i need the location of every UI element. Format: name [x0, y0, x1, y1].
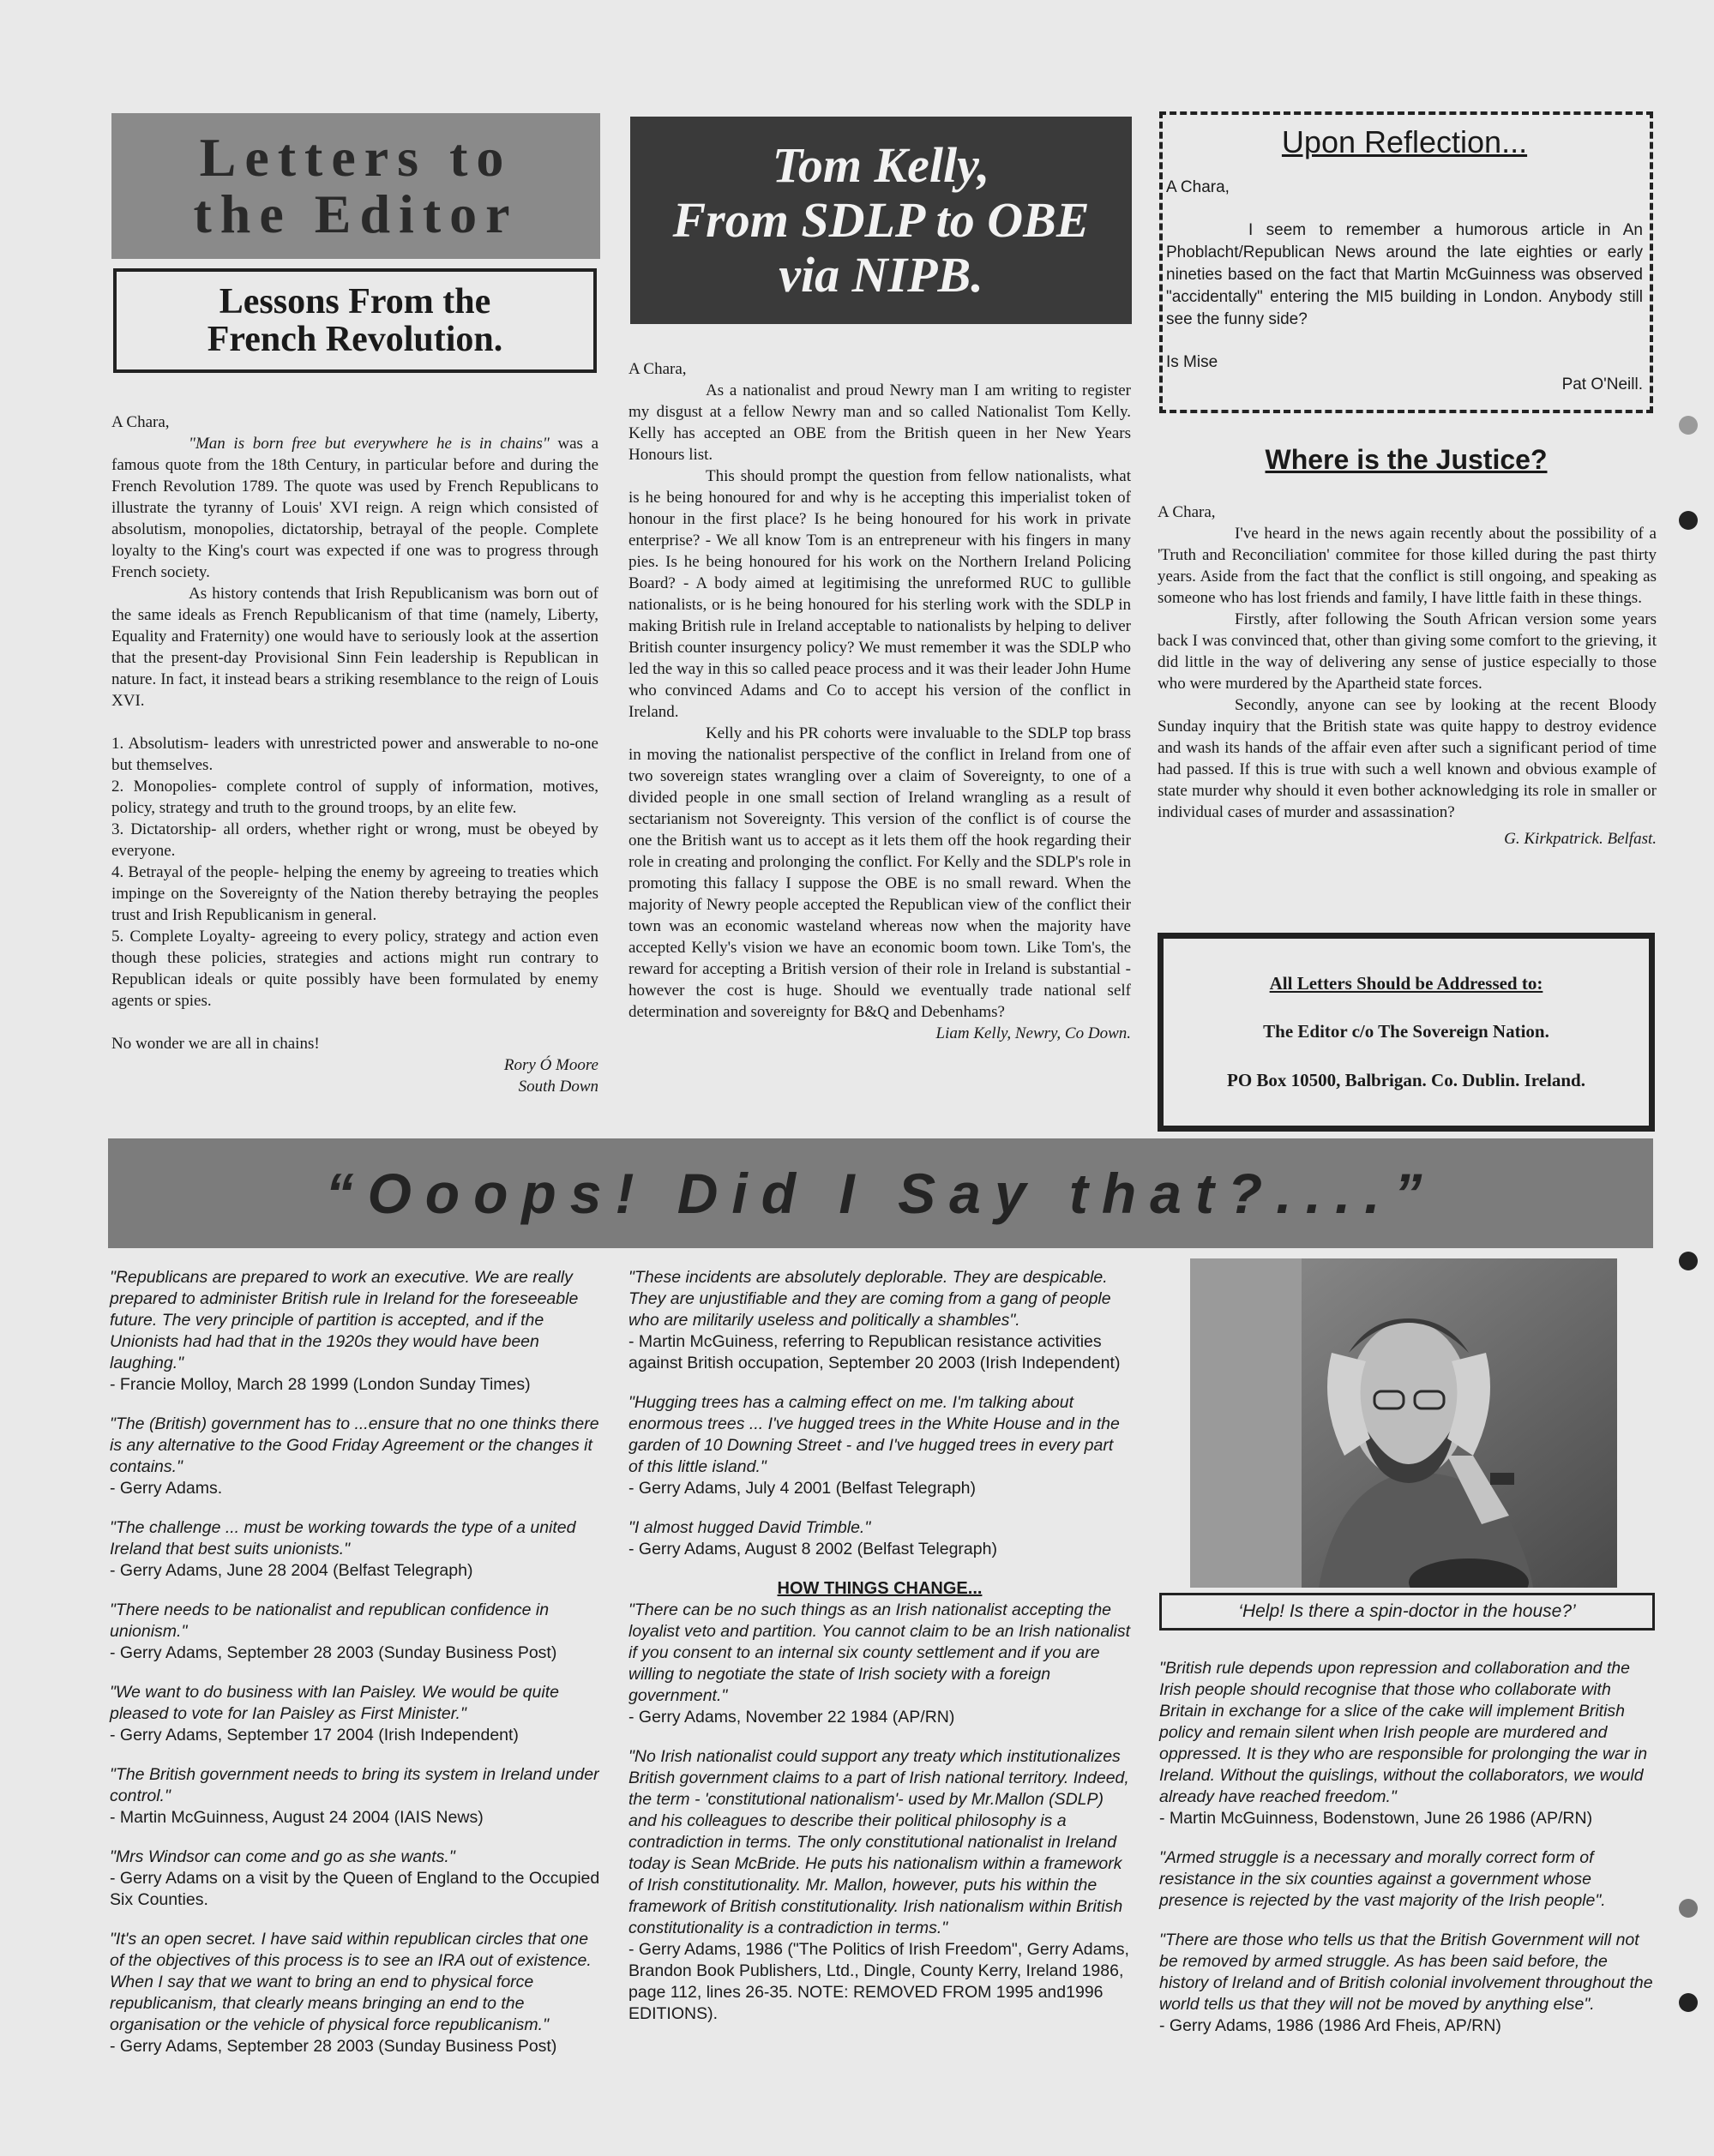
letter1-quote: "Man is born free but everywhere he is in chains"	[189, 435, 550, 453]
letter1-list-item: 2. Monopolies- complete control of supply of information, motives, policy, strategy and truth to the ground troops, by an elite few.	[111, 778, 598, 817]
letter4-para2: Firstly, after following the South African version some years back I was convinced that, other than giving some comfort to the grieving, it did little in the way of delivering any sense of justice especially to those who were murdered by the Apartheid state forces.	[1158, 610, 1657, 693]
quote-item	[628, 1517, 1131, 1560]
photo-caption: ‘Help! Is there a spin-doctor in the house?’	[1159, 1593, 1655, 1631]
quote-source: - Gerry Adams.	[110, 1479, 223, 1498]
letters-to-the-editor-header	[111, 113, 600, 259]
quote-source: - Gerry Adams on a visit by the Queen of England to the Occupied Six Counties.	[110, 1869, 600, 1909]
punch-hole	[1679, 1899, 1698, 1918]
quote-text: "The (British) government has to ...ensure that no one thinks there is any alternative to the Good Friday Agreement or the changes it contains."	[110, 1414, 599, 1476]
photo-illustration	[1190, 1258, 1617, 1588]
quote-text: "I almost hugged David Trimble."	[628, 1518, 871, 1537]
letter4-title: Where is the Justice?	[1265, 444, 1548, 475]
quote-source: - Martin McGuiness, referring to Republican resistance activities against British occupation, September 20 2003 (Irish Independent)	[628, 1332, 1121, 1372]
quote-text: "The British government needs to bring its system in Ireland under control."	[110, 1765, 599, 1805]
quote-item	[110, 1267, 600, 1396]
letter1-para1-text: was a famous quote from the 18th Century, in particular before and during the French Revolution 1789. The quote was used by French Republicans to illustrate the tyranny of Louis' XVI reign. A reign which consisted of absolutism, monopolies, dictatorship, betrayal of the people. Complete loyalty to the King's court was expected if one was to progress through French society.	[111, 435, 598, 581]
header-line-1: Letters to	[199, 127, 513, 188]
quote-source: - Gerry Adams, September 28 2003 (Sunday Business Post)	[110, 2037, 557, 2056]
letter1-title-line1: Lessons From the	[219, 282, 491, 321]
letter1-list-item: 4. Betrayal of the people- helping the enemy by agreeing to treaties which impinge on the Sovereignty of the Nation thereby betraying the peoples trust and Irish Republicanism in general.	[111, 863, 598, 924]
quote-source: - Gerry Adams, July 4 2001 (Belfast Telegraph)	[628, 1479, 976, 1498]
letter4-signature: G. Kirkpatrick. Belfast.	[1504, 830, 1657, 848]
quote-item	[628, 1600, 1131, 1728]
quotes-column-3	[1159, 1658, 1655, 2055]
letter2-para3: Kelly and his PR cohorts were invaluable to the SDLP top brass in moving the nationalist perspective of the conflict in Ireland from one of two sovereign states wrangling over a claim of Sovereignty, to one of a divided people in one small section of Ireland wrangling as a result of sectarianism not Sovereignty. This version of the conflict is of course the one the British want us to accept as it lets them off the hook regarding their role in creating and prolonging the conflict. For Kelly and the SDLP's role in promoting this fallacy I suppose the OBE is no small reward. When the majority of Newry people accepted the Republican view of the conflict their town was an economic wasteland whereas now when the majority have accepted Kelly's vision we have an economic boom town. Like Tom's, the reward for accepting a British version of their role in Ireland is substantial - however the cost is huge. Should we eventually trade national self determination and sovereignty for B&Q and Debenhams?	[628, 724, 1131, 1021]
letter1-list-item: 1. Absolutism- leaders with unrestricted power and answerable to no-one but themselves.	[111, 735, 598, 774]
quote-source: - Gerry Adams, June 28 2004 (Belfast Telegraph)	[110, 1561, 473, 1580]
quote-text: "Armed struggle is a necessary and morally correct form of resistance in the six counties against a government whose presence is rejected by the vast majority of the Irish people".	[1159, 1848, 1606, 1910]
quote-text: "There are those who tells us that the British Government will not be removed by armed struggle. As has been said before, the history of Ireland and of British colonial involvement throughout the world tells us that they will not be moved by anything else".	[1159, 1931, 1653, 2014]
quote-item	[110, 1600, 600, 1664]
how-things-change-heading: HOW THINGS CHANGE...	[777, 1579, 983, 1598]
quote-item	[628, 1267, 1131, 1374]
address-line2: PO Box 10500, Balbrigan. Co. Dublin. Ireland.	[1227, 1070, 1585, 1091]
quote-item	[628, 1746, 1131, 2025]
quote-item	[110, 1517, 600, 1582]
photo-man-covering-ears	[1190, 1258, 1617, 1588]
letter3-salutation: A Chara,	[1166, 178, 1230, 196]
quote-item	[1159, 1847, 1655, 1912]
banner-title: “Ooops! Did I Say that?....”	[325, 1162, 1436, 1225]
punch-hole	[1679, 511, 1698, 530]
letter2-signature: Liam Kelly, Newry, Co Down.	[935, 1024, 1131, 1042]
letter3-box	[1159, 111, 1653, 413]
quote-source: - Martin McGuinness, Bodenstown, June 26 1986 (AP/RN)	[1159, 1809, 1593, 1828]
letter2-title-line2: From SDLP to OBE	[672, 192, 1090, 248]
letter2-para2: This should prompt the question from fellow nationalists, what is he being honoured for and why is he accepting this imperialist token of honour in the first place? Is he being honoured for his work in private enterprise? - We all know Tom is an entrepreneur with his fingers in many pies. Is he being honoured for his work on the Northern Ireland Policing Board? - A body aimed at legitimising the unreformed RUC to gullible nationalists, or is he being honoured for his sterling work with the SDLP in making British rule in Ireland acceptable to nationalists by helping to deliver British counter insurgency policy? We must remember it was the SDLP who led the way in this so called peace process and it was their leader John Hume who convinced Adams and Co to accept his version of the conflict in Ireland.	[628, 467, 1131, 721]
quote-text: "It's an open secret. I have said within republican circles that one of the objectives of this process is to see an IRA out of existence. When I say that we want to bring an end to physical force republicanism, that clearly means bringing an end to the organisation or the vehicle of physical force republicanism."	[110, 1930, 592, 2034]
letter1-signature-name: Rory Ó Moore	[503, 1056, 598, 1074]
letter4-body	[1158, 501, 1657, 850]
quote-text: "British rule depends upon repression and collaboration and the Irish people should recognise that those who collaborate with Britain in exchange for a slice of the cake will implement British policy and remain silent when Irish people are murdered and oppressed. It is they who are responsible for prolonging the war in Ireland. Without the quislings, without the collaborators, we would already have reached freedom."	[1159, 1659, 1648, 1806]
quote-source: - Gerry Adams, August 8 2002 (Belfast Telegraph)	[628, 1540, 997, 1558]
quote-source: - Gerry Adams, November 22 1984 (AP/RN)	[628, 1708, 955, 1727]
letter3-body: I seem to remember a humorous article in An Phoblacht/Republican News around the late eighties or early nineties based on the fact that Martin McGuinness was observed "accidentally" entering the MI5 building in London. Anybody still see the funny side?	[1166, 221, 1643, 328]
letter1-signature-place: South Down	[518, 1078, 598, 1096]
letter1-salutation: A Chara,	[111, 413, 170, 431]
letter1-para1	[111, 433, 598, 583]
quote-source: - Gerry Adams, 1986 ("The Politics of Irish Freedom", Gerry Adams, Brandon Book Publishers, Ltd., Dingle, County Kerry, Ireland 1986, page 112, lines 26-35. NOTE: REMOVED FROM 1995 and1996 EDITIONS).	[628, 1940, 1129, 2023]
quote-item	[110, 1764, 600, 1829]
quotes-column-1	[110, 1267, 600, 2075]
letter2-title-line1: Tom Kelly,	[772, 137, 990, 193]
quote-item	[110, 1414, 600, 1499]
quote-text: "Republicans are prepared to work an executive. We are really prepared to administer British rule in Ireland for the foreseeable future. The very principle of partition is accepted, and if the Unionists had had that in the 1920s they would have been laughing."	[110, 1268, 579, 1372]
quote-text: "There can be no such things as an Irish nationalist accepting the loyalist veto and partition. You cannot claim to be an Irish nationalist if you consent to an internal six county settlement and if you are willing to negotiate the state of Irish society with a foreign government."	[628, 1600, 1130, 1705]
quote-source: - Gerry Adams, September 28 2003 (Sunday Business Post)	[110, 1643, 557, 1662]
letter1-list-item: 3. Dictatorship- all orders, whether right or wrong, must be obeyed by everyone.	[111, 820, 598, 860]
quote-text: "Mrs Windsor can come and go as she wants."	[110, 1847, 455, 1866]
quote-item	[628, 1392, 1131, 1499]
letter3-title: Upon Reflection...	[1281, 124, 1528, 159]
quote-text: "There needs to be nationalist and republican confidence in unionism."	[110, 1600, 550, 1641]
letter4-para1: I've heard in the news again recently about the possibility of a 'Truth and Reconciliation' commitee for those killed during the past thirty years. Aside from the fact that the conflict is still ongoing, and speaking as someone who has lost friends and family, I have little faith in these things.	[1158, 525, 1657, 607]
quote-source: - Gerry Adams, September 17 2004 (Irish Independent)	[110, 1726, 519, 1745]
letter1-title-line2: French Revolution.	[207, 320, 503, 359]
quote-text: "We want to do business with Ian Paisley. We would be quite pleased to vote for Ian Paisley as First Minister."	[110, 1683, 559, 1723]
quote-source: - Francie Molloy, March 28 1999 (London Sunday Times)	[110, 1375, 531, 1394]
quote-item	[1159, 1930, 1655, 2037]
quote-text: "Hugging trees has a calming effect on me. I'm talking about enormous trees ... I've hugged trees in the White House and in the garden of 10 Downing Street - and I've hugged trees in every part of this little island."	[628, 1393, 1120, 1476]
letter4-salutation: A Chara,	[1158, 503, 1216, 521]
quote-item	[110, 1682, 600, 1746]
letter2-title-box	[630, 117, 1132, 324]
letter1-body	[111, 411, 598, 1097]
letter1-list-item: 5. Complete Loyalty- agreeing to every policy, strategy and action even though these policies, strategies and actions might run contrary to Republican ideals or quite possibly have been formulated by enemy agents or spies.	[111, 928, 598, 1010]
letter3-signature: Pat O'Neill.	[1561, 375, 1643, 393]
address-box	[1158, 933, 1655, 1132]
quote-text: "No Irish nationalist could support any treaty which institutionalizes British government claims to a part of Irish national territory. Indeed, the term - 'constitutional nationalism'- used by Mr.Mallon (SDLP) and his colleagues to describe their political philosophy is a contradiction in terms. The only constitutional nationalist in Ireland today is Sean McBride. He puts his nationalism within a framework of Irish constitutionality. Mr. Mallon, however, puts his within the framework of British constitutionality. Irish nationalism within British constitutionality is a contradiction in terms."	[628, 1747, 1129, 1937]
address-line1: The Editor c/o The Sovereign Nation.	[1263, 1021, 1549, 1042]
quotes-column-2	[628, 1267, 1131, 2043]
quote-source: - Martin McGuinness, August 24 2004 (IAIS News)	[110, 1808, 484, 1827]
letter3-signoff: Is Mise	[1166, 353, 1218, 371]
quote-item	[110, 1847, 600, 1911]
letter2-salutation: A Chara,	[628, 360, 687, 378]
address-heading: All Letters Should be Addressed to:	[1269, 972, 1543, 994]
punch-hole	[1679, 1993, 1698, 2012]
letter2-para1: As a nationalist and proud Newry man I am writing to register my disgust at a fellow Newry man and so called Nationalist Tom Kelly. Kelly has accepted an OBE from the British queen in her New Years Honours list.	[628, 381, 1131, 464]
letter1-closing: No wonder we are all in chains!	[111, 1035, 320, 1053]
punch-hole	[1679, 416, 1698, 435]
letter2-body	[628, 358, 1131, 1044]
quote-item	[110, 1929, 600, 2057]
punch-hole	[1679, 1252, 1698, 1270]
letter1-para2: As history contends that Irish Republicanism was born out of the same ideals as French Republicanism of that time (namely, Liberty, Equality and Fraternity) one would have to seriously look at the assertion that the present-day Provisional Sinn Fein leadership is Republican in nature. In fact, it instead bears a striking resemblance to the reign of Louis XVI.	[111, 585, 598, 710]
ooops-banner	[108, 1138, 1653, 1248]
quote-source: - Gerry Adams, 1986 (1986 Ard Fheis, AP/RN)	[1159, 2016, 1501, 2035]
quote-item	[1159, 1658, 1655, 1829]
quote-text: "These incidents are absolutely deplorable. They are despicable. They are unjustifiable and they are coming from a gang of people who are militarily useless and politically a shambles".	[628, 1268, 1111, 1330]
header-line-2: the Editor	[193, 183, 519, 244]
letter2-title-line3: via NIPB.	[779, 247, 983, 303]
letter4-para3: Secondly, anyone can see by looking at the recent Bloody Sunday inquiry that the British state was quite happy to destroy evidence and wash its hands of the affair even after such a significant period of time had passed. If this is true with such a well known and obvious example of state murder why should it even bother acknowledging its role in smaller or individual cases of murder and assassination?	[1158, 696, 1657, 821]
letter1-title-box	[113, 268, 597, 373]
quote-text: "The challenge ... must be working towards the type of a united Ireland that best suits unionists."	[110, 1518, 576, 1558]
